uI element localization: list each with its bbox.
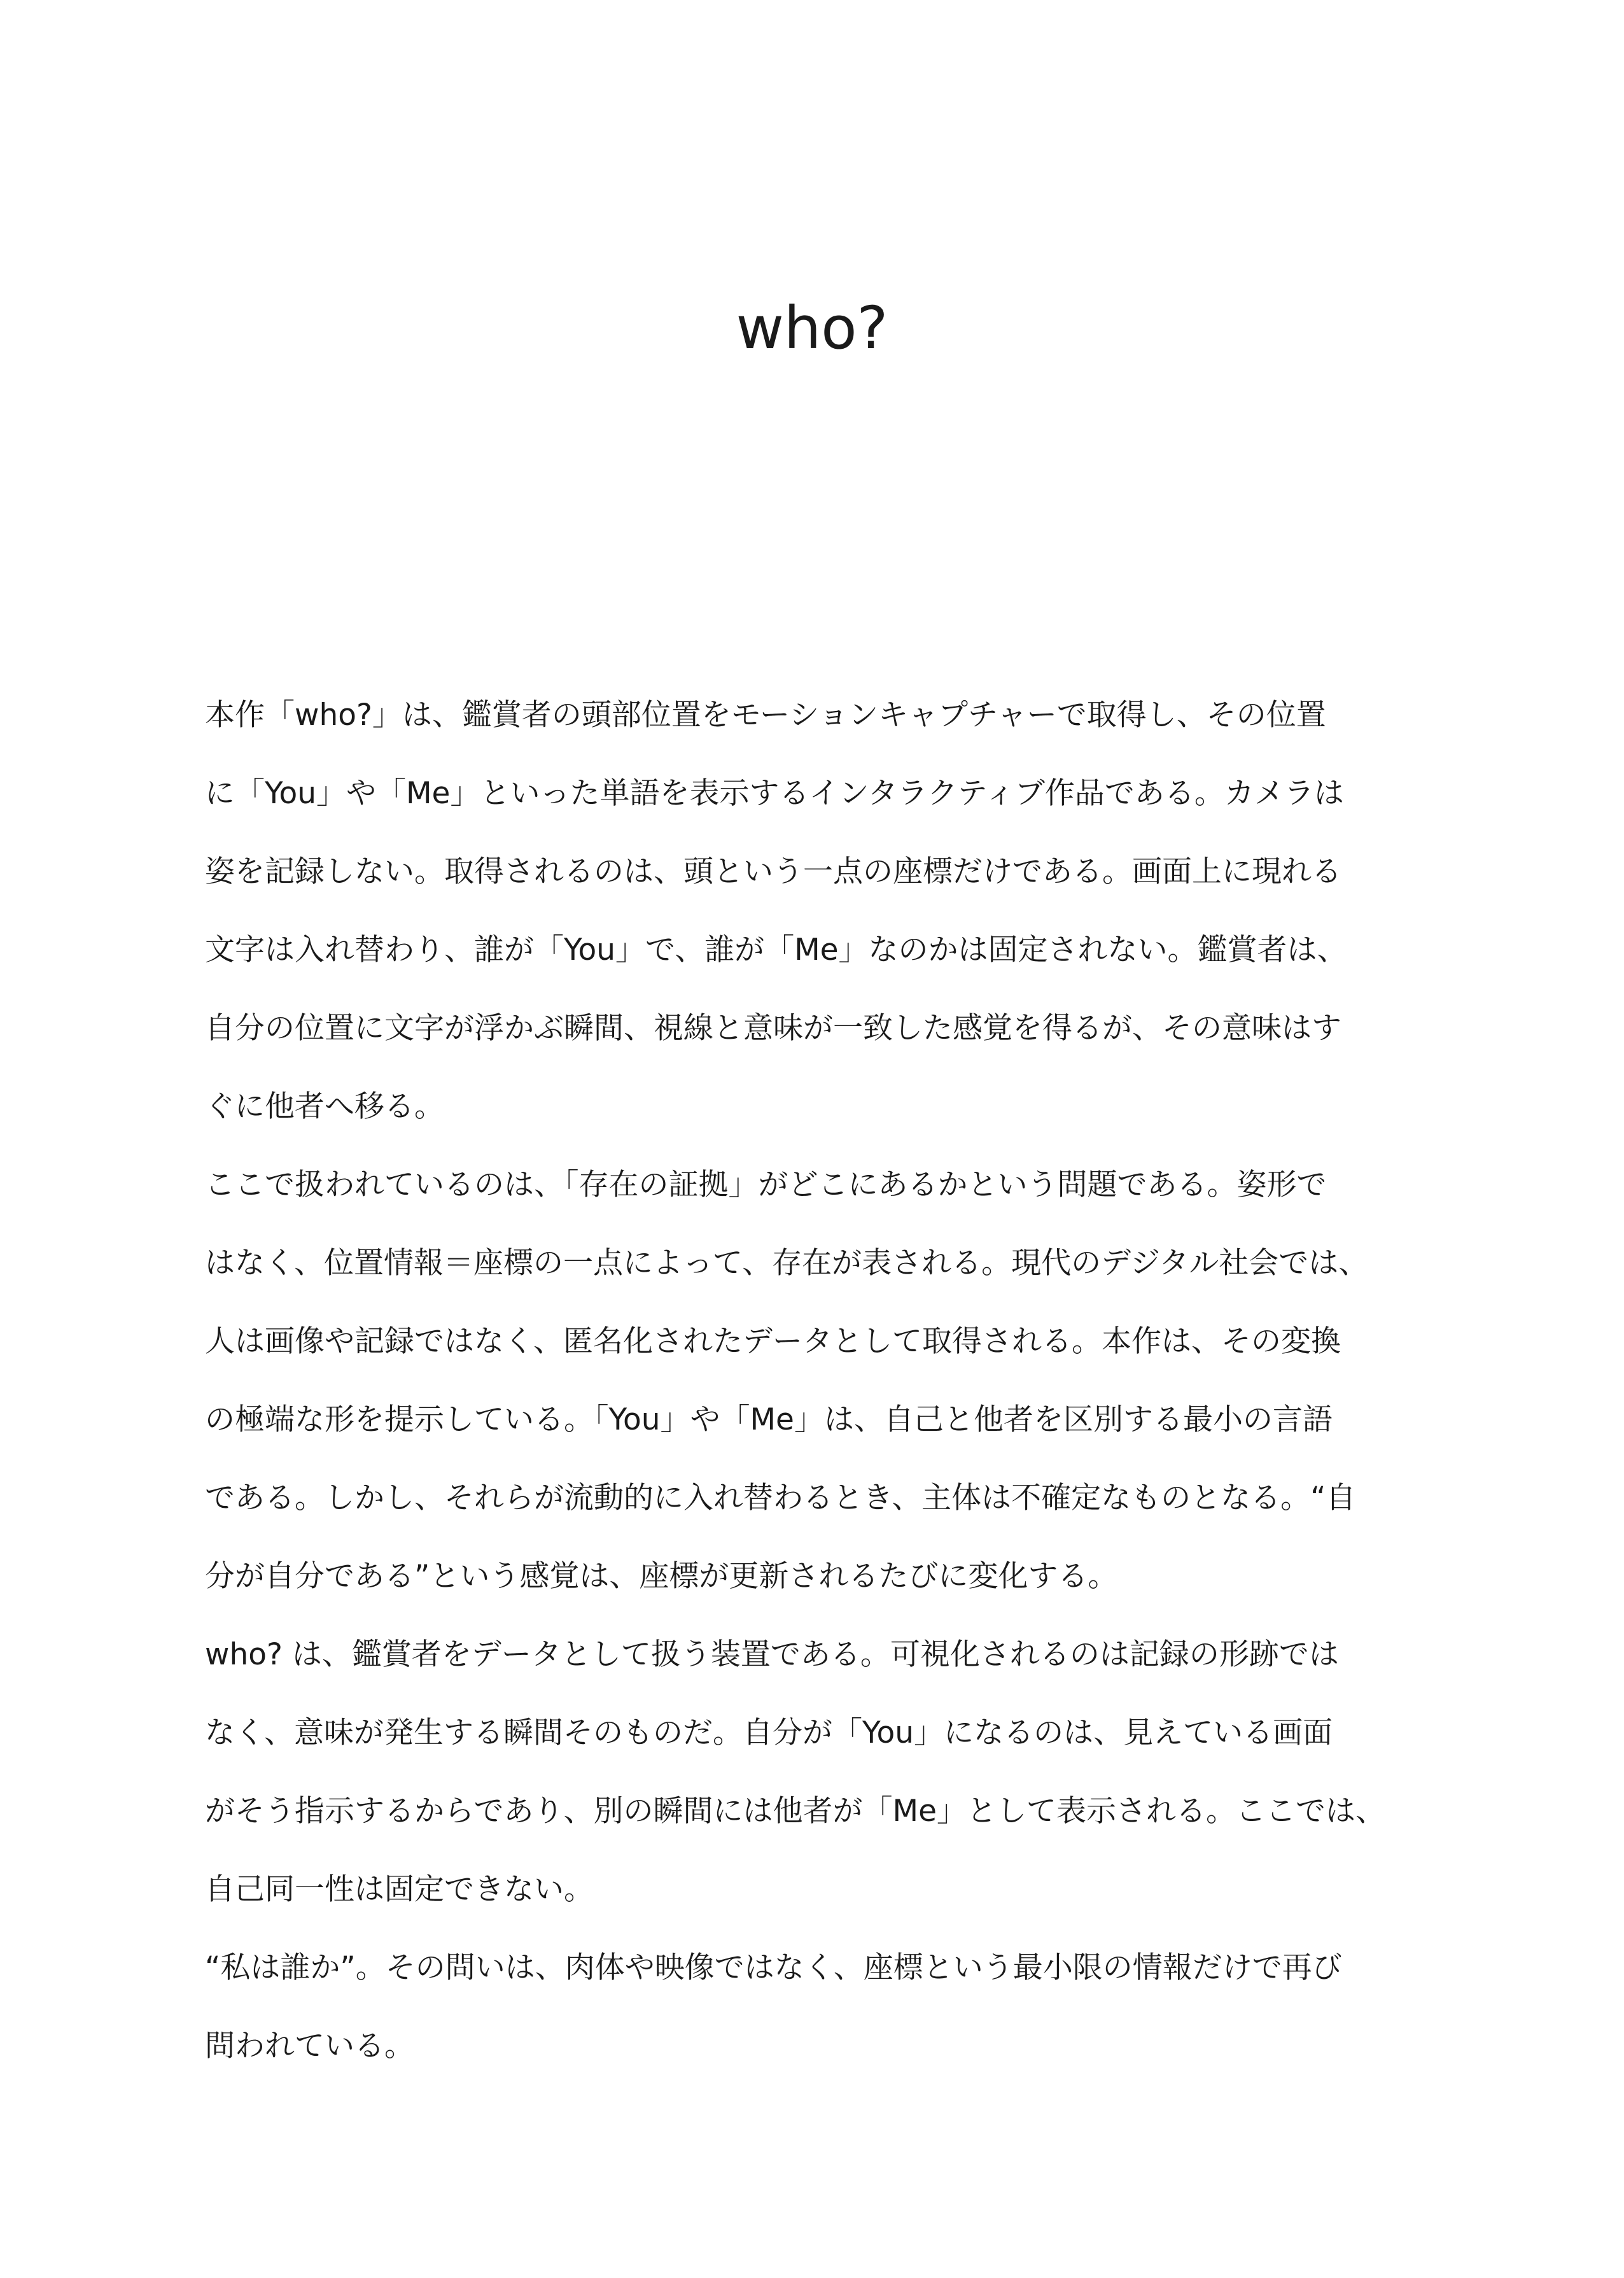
body-line: である。しかし、それらが流動的に入れ替わるとき、主体は不確定なものとなる。“自	[205, 1480, 1356, 1515]
body-line: 文字は入れ替わり、誰が「You」で、誰が「Me」なのかは固定されない。鑑賞者は、	[205, 932, 1347, 967]
body-line: の極端な形を提示している。「You」や「Me」は、自己と他者を区別する最小の言語	[205, 1402, 1333, 1437]
body-line: はなく、位置情報＝座標の一点によって、存在が表される。現代のデジタル社会では、	[205, 1246, 1369, 1281]
body-line: “私は誰か”。その問いは、肉体や映像ではなく、座標という最小限の情報だけで再び	[205, 1950, 1342, 1985]
body-line: ぐに他者へ移る。	[205, 1089, 444, 1124]
body-line: who? は、鑑賞者をデータとして扱う装置である。可視化されるのは記録の形跡では	[205, 1637, 1339, 1672]
body-line: 分が自分である”という感覚は、座標が更新されるたびに変化する。	[205, 1559, 1118, 1594]
body-line: 問われている。	[205, 2028, 414, 2064]
body-line: 姿を記録しない。取得されるのは、頭という一点の座標だけである。画面上に現れる	[205, 854, 1341, 889]
document-body	[205, 676, 1439, 2085]
document-title: who?	[736, 294, 888, 362]
body-line: なく、意味が発生する瞬間そのものだ。自分が「You」になるのは、見えている画面	[205, 1715, 1333, 1750]
body-line: に「You」や「Me」といった単語を表示するインタラクティブ作品である。カメラは	[205, 776, 1344, 811]
body-line: 自己同一性は固定できない。	[205, 1872, 594, 1907]
body-line: 人は画像や記録ではなく、匿名化されたデータとして取得される。本作は、その変換	[205, 1324, 1341, 1359]
body-line: がそう指示するからであり、別の瞬間には他者が「Me」として表示される。ここでは、	[205, 1794, 1385, 1829]
body-line: 自分の位置に文字が浮かぶ瞬間、視線と意味が一致した感覚を得るが、その意味はす	[205, 1011, 1341, 1046]
body-line: 本作「who?」は、鑑賞者の頭部位置をモーションキャプチャーで取得し、その位置	[205, 698, 1326, 733]
body-line: ここで扱われているのは、「存在の証拠」がどこにあるかという問題である。姿形で	[205, 1167, 1327, 1202]
